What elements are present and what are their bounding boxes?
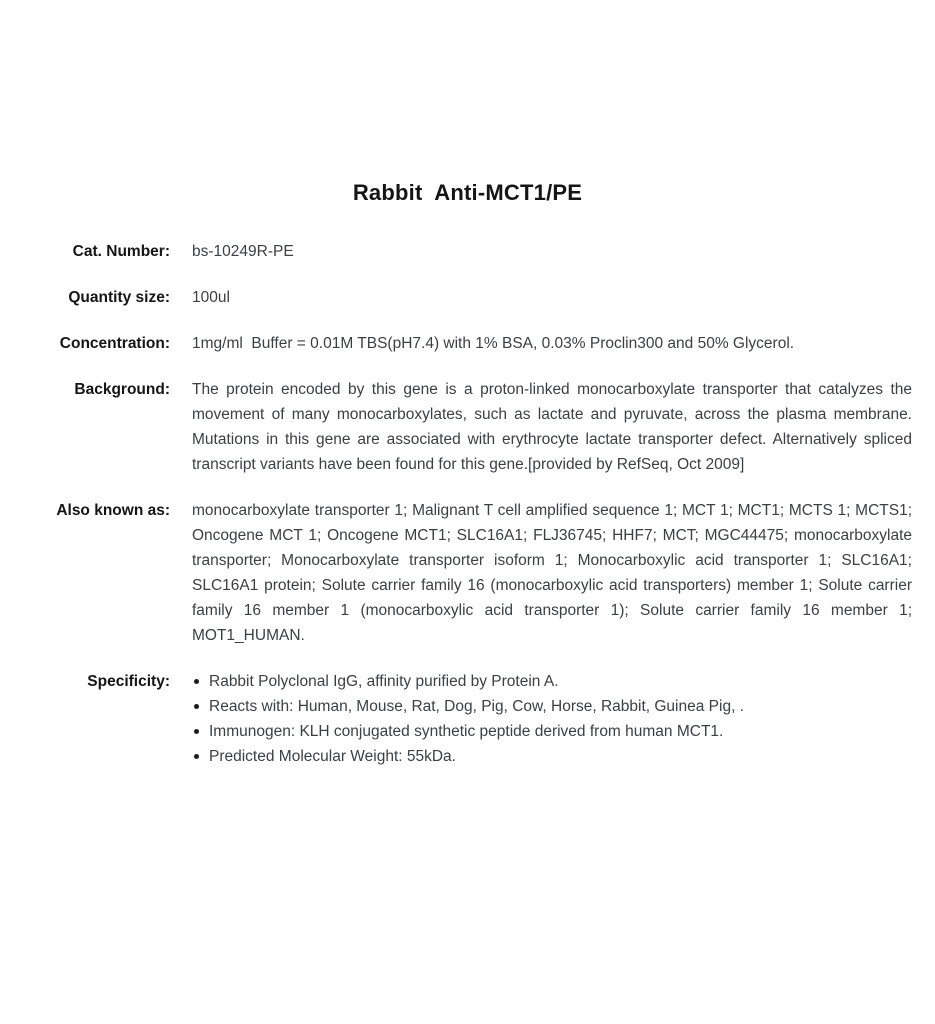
field-row-also-known-as xyxy=(0,498,935,648)
quantity-size-label: Quantity size: xyxy=(68,289,170,306)
spec-bullet-text: Immunogen: KLH conjugated synthetic peptide derived from human MCT1. xyxy=(209,723,724,740)
cat-number-value: bs-10249R-PE xyxy=(192,243,294,260)
spec-bullet-item xyxy=(192,694,912,719)
also-known-as-value: monocarboxylate transporter 1; Malignant T cell amplified sequence 1; MCT 1; MCT1; MCTS 1; MCTS1; Oncogene MCT 1; Oncogene MCT1; SLC16A1; FLJ36745; HHF7; MCT; MGC44475; monocarboxylate transporter; Monocarboxylate transporter isoform 1; Monocarboxylic acid transporter 1; SLC16A1; SLC16A1 protein; Solute carrier family 16 (monocarboxylic acid transporters) member 1; Solute carrier family 16 member 1 (monocarboxylic acid transporter 1); Solute carrier family 16 member 1; MOT1_HUMAN. xyxy=(192,502,912,644)
field-row-specificity xyxy=(0,669,935,769)
field-row-concentration xyxy=(0,331,935,356)
product-title: Rabbit Anti-MCT1/PE xyxy=(352,180,583,205)
spec-bullet-item xyxy=(192,719,912,744)
quantity-size-value: 100ul xyxy=(192,289,230,306)
concentration-value: 1mg/ml Buffer = 0.01M TBS(pH7.4) with 1% BSA, 0.03% Proclin300 and 50% Glycerol. xyxy=(192,335,795,352)
specificity-value xyxy=(192,669,912,769)
background-label: Background: xyxy=(74,381,170,398)
bullet-icon xyxy=(194,704,199,709)
cat-number-label: Cat. Number: xyxy=(72,243,170,260)
specificity-label: Specificity: xyxy=(87,673,170,690)
field-row-cat-number xyxy=(0,239,935,264)
field-row-quantity-size xyxy=(0,285,935,310)
spec-bullet-text: Rabbit Polyclonal IgG, affinity purified by Protein A. xyxy=(209,673,559,690)
spec-bullet-text: Predicted Molecular Weight: 55kDa. xyxy=(209,748,456,765)
spec-bullet-item xyxy=(192,744,912,769)
bullet-icon xyxy=(194,754,199,759)
also-known-as-label: Also known as: xyxy=(56,502,170,519)
field-row-background xyxy=(0,377,935,477)
bullet-icon xyxy=(194,729,199,734)
background-value: The protein encoded by this gene is a proton-linked monocarboxylate transporter that catalyzes the movement of many monocarboxylates, such as lactate and pyruvate, across the plasma membrane. Mutations in this gene are associated with erythrocyte lactate transporter defect. Alternatively spliced transcript variants have been found for this gene.[provided by RefSeq, Oct 2009] xyxy=(192,381,912,473)
field-rows xyxy=(0,239,935,769)
spec-bullet-text: Reacts with: Human, Mouse, Rat, Dog, Pig, Cow, Horse, Rabbit, Guinea Pig, . xyxy=(209,698,744,715)
concentration-label: Concentration: xyxy=(59,335,170,352)
bullet-icon xyxy=(194,679,199,684)
specificity-bullet-list xyxy=(192,669,912,769)
spec-bullet-item xyxy=(192,669,912,694)
